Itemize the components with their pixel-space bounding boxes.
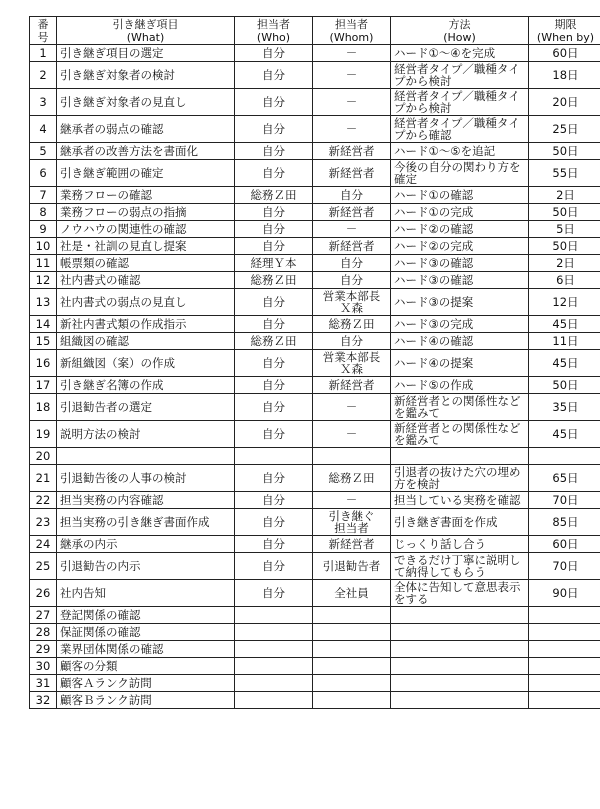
cell-whom: － [313, 89, 391, 116]
cell-who: 自分 [235, 238, 313, 255]
cell-no: 26 [30, 580, 57, 607]
header-when: 期限 (When by) [529, 17, 600, 45]
table-row [30, 272, 600, 289]
cell-how [391, 641, 529, 658]
cell-no: 22 [30, 492, 57, 509]
cell-who: 自分 [235, 492, 313, 509]
table-row [30, 221, 600, 238]
cell-what: 担当実務の引き継ぎ書面作成 [57, 509, 235, 536]
header-whom: 担当者 (Whom) [313, 17, 391, 45]
cell-what: 説明方法の検討 [57, 421, 235, 448]
cell-how: ハード③の提案 [391, 289, 529, 316]
cell-no: 11 [30, 255, 57, 272]
cell-when [529, 624, 600, 641]
cell-when: 50日 [529, 377, 600, 394]
cell-when: 5日 [529, 221, 600, 238]
cell-who: 自分 [235, 221, 313, 238]
cell-who: 自分 [235, 316, 313, 333]
cell-when: 25日 [529, 116, 600, 143]
cell-how: 引き継ぎ書面を作成 [391, 509, 529, 536]
cell-whom [313, 641, 391, 658]
cell-who: 自分 [235, 377, 313, 394]
cell-whom: 全社員 [313, 580, 391, 607]
cell-what: 引き継ぎ項目の選定 [57, 45, 235, 62]
cell-who: 自分 [235, 45, 313, 62]
cell-who: 自分 [235, 204, 313, 221]
cell-when: 20日 [529, 89, 600, 116]
cell-who: 経理Ｙ本 [235, 255, 313, 272]
cell-how: 今後の自分の関わり方を確定 [391, 160, 529, 187]
cell-who [235, 641, 313, 658]
cell-no: 6 [30, 160, 57, 187]
cell-who: 総務Ｚ田 [235, 187, 313, 204]
cell-whom: － [313, 492, 391, 509]
table-row [30, 465, 600, 492]
table-row [30, 89, 600, 116]
table-row [30, 536, 600, 553]
cell-what: 引き継ぎ名簿の作成 [57, 377, 235, 394]
cell-no: 2 [30, 62, 57, 89]
cell-who: 総務Ｚ田 [235, 272, 313, 289]
table-row [30, 607, 600, 624]
cell-no: 31 [30, 675, 57, 692]
cell-how: 経営者タイプ／職種タイプから検討 [391, 89, 529, 116]
header-what: 引き継ぎ項目 (What) [57, 17, 235, 45]
cell-what: 継承の内示 [57, 536, 235, 553]
cell-no: 20 [30, 448, 57, 465]
cell-who [235, 675, 313, 692]
cell-what: 社是・社訓の見直し提案 [57, 238, 235, 255]
cell-what: 帳票類の確認 [57, 255, 235, 272]
cell-how: 全体に告知して意思表示をする [391, 580, 529, 607]
table-row [30, 448, 600, 465]
cell-how: ハード④の確認 [391, 333, 529, 350]
cell-what: 業務フローの弱点の指摘 [57, 204, 235, 221]
cell-who: 自分 [235, 289, 313, 316]
cell-what: 社内書式の確認 [57, 272, 235, 289]
cell-when: 60日 [529, 536, 600, 553]
cell-what: 引退勧告後の人事の検討 [57, 465, 235, 492]
cell-when: 18日 [529, 62, 600, 89]
cell-no: 21 [30, 465, 57, 492]
cell-when [529, 448, 600, 465]
table-row [30, 580, 600, 607]
table-row [30, 289, 600, 316]
header-how: 方法 (How) [391, 17, 529, 45]
cell-whom: － [313, 45, 391, 62]
cell-what: 引退勧告の内示 [57, 553, 235, 580]
table-row [30, 350, 600, 377]
cell-whom: 自分 [313, 333, 391, 350]
cell-no: 10 [30, 238, 57, 255]
cell-no: 19 [30, 421, 57, 448]
cell-what: 業務フローの確認 [57, 187, 235, 204]
cell-no: 3 [30, 89, 57, 116]
cell-what: 新組織図（案）の作成 [57, 350, 235, 377]
cell-how: 経営者タイプ／職種タイプから検討 [391, 62, 529, 89]
cell-how: ハード③の完成 [391, 316, 529, 333]
cell-when: 70日 [529, 553, 600, 580]
cell-when [529, 658, 600, 675]
cell-no: 7 [30, 187, 57, 204]
cell-who: 自分 [235, 350, 313, 377]
cell-what: 社内告知 [57, 580, 235, 607]
cell-whom: 新経営者 [313, 143, 391, 160]
cell-what: 継承者の改善方法を書面化 [57, 143, 235, 160]
cell-what: 登記関係の確認 [57, 607, 235, 624]
cell-when [529, 675, 600, 692]
cell-whom: 引き継ぐ 担当者 [313, 509, 391, 536]
cell-who: 自分 [235, 580, 313, 607]
table-row [30, 187, 600, 204]
cell-whom: － [313, 421, 391, 448]
cell-whom [313, 675, 391, 692]
cell-no: 17 [30, 377, 57, 394]
cell-how: ハード③の確認 [391, 255, 529, 272]
cell-how: ハード②の完成 [391, 238, 529, 255]
cell-how [391, 448, 529, 465]
cell-when: 50日 [529, 238, 600, 255]
cell-whom: 総務Ｚ田 [313, 465, 391, 492]
cell-no: 23 [30, 509, 57, 536]
table-row [30, 160, 600, 187]
cell-how: ハード③の確認 [391, 272, 529, 289]
cell-whom: 自分 [313, 255, 391, 272]
cell-what: 組織図の確認 [57, 333, 235, 350]
cell-how: できるだけ丁寧に説明して納得してもらう [391, 553, 529, 580]
cell-who: 自分 [235, 89, 313, 116]
cell-whom: 引退勧告者 [313, 553, 391, 580]
table-row [30, 116, 600, 143]
cell-what: 社内書式の弱点の見直し [57, 289, 235, 316]
cell-when [529, 607, 600, 624]
cell-when: 6日 [529, 272, 600, 289]
cell-what: ノウハウの関連性の確認 [57, 221, 235, 238]
cell-when: 85日 [529, 509, 600, 536]
cell-whom: 新経営者 [313, 238, 391, 255]
cell-what: 引き継ぎ対象者の見直し [57, 89, 235, 116]
cell-no: 5 [30, 143, 57, 160]
cell-who: 自分 [235, 394, 313, 421]
cell-when: 50日 [529, 143, 600, 160]
cell-who [235, 607, 313, 624]
table-row [30, 333, 600, 350]
cell-what: 引き継ぎ対象者の検討 [57, 62, 235, 89]
cell-whom: 自分 [313, 187, 391, 204]
cell-how [391, 675, 529, 692]
table-row [30, 204, 600, 221]
cell-who: 自分 [235, 536, 313, 553]
cell-how: ハード⑤の作成 [391, 377, 529, 394]
table-row [30, 492, 600, 509]
cell-no: 12 [30, 272, 57, 289]
table-row [30, 62, 600, 89]
cell-whom [313, 448, 391, 465]
cell-whom: 新経営者 [313, 536, 391, 553]
cell-how: ハード②の確認 [391, 221, 529, 238]
cell-when [529, 641, 600, 658]
cell-no: 16 [30, 350, 57, 377]
header-no: 番号 [30, 17, 57, 45]
cell-how [391, 658, 529, 675]
table-row [30, 675, 600, 692]
cell-who [235, 624, 313, 641]
cell-no: 25 [30, 553, 57, 580]
cell-whom: 新経営者 [313, 377, 391, 394]
cell-no: 30 [30, 658, 57, 675]
cell-who [235, 692, 313, 709]
table-header-row [30, 17, 600, 45]
cell-when: 45日 [529, 316, 600, 333]
cell-who: 自分 [235, 421, 313, 448]
cell-what: 保証関係の確認 [57, 624, 235, 641]
cell-when [529, 692, 600, 709]
cell-whom: － [313, 221, 391, 238]
cell-when: 50日 [529, 204, 600, 221]
cell-no: 9 [30, 221, 57, 238]
cell-whom: 新経営者 [313, 160, 391, 187]
cell-what [57, 448, 235, 465]
cell-when: 2日 [529, 187, 600, 204]
cell-how: ハード①～④を完成 [391, 45, 529, 62]
cell-how: 担当している実務を確認 [391, 492, 529, 509]
cell-no: 4 [30, 116, 57, 143]
cell-who: 自分 [235, 465, 313, 492]
cell-no: 1 [30, 45, 57, 62]
cell-how: 新経営者との関係性などを鑑みて [391, 394, 529, 421]
cell-whom: － [313, 116, 391, 143]
table-row [30, 394, 600, 421]
cell-what: 顧客Ａランク訪問 [57, 675, 235, 692]
cell-no: 29 [30, 641, 57, 658]
cell-whom [313, 624, 391, 641]
cell-how: 経営者タイプ／職種タイプから確認 [391, 116, 529, 143]
cell-who: 自分 [235, 62, 313, 89]
table-row [30, 509, 600, 536]
cell-how [391, 692, 529, 709]
cell-who: 自分 [235, 553, 313, 580]
cell-whom: 自分 [313, 272, 391, 289]
cell-whom [313, 658, 391, 675]
cell-how: ハード①の完成 [391, 204, 529, 221]
cell-how: ハード④の提案 [391, 350, 529, 377]
table-row [30, 377, 600, 394]
cell-no: 24 [30, 536, 57, 553]
cell-when: 70日 [529, 492, 600, 509]
cell-when: 55日 [529, 160, 600, 187]
cell-when: 90日 [529, 580, 600, 607]
table-row [30, 238, 600, 255]
cell-whom: 営業本部長 Ｘ森 [313, 289, 391, 316]
cell-how: ハード①の確認 [391, 187, 529, 204]
cell-whom: － [313, 62, 391, 89]
cell-who [235, 658, 313, 675]
cell-no: 13 [30, 289, 57, 316]
cell-whom: 新経営者 [313, 204, 391, 221]
cell-when: 35日 [529, 394, 600, 421]
cell-what: 引退勧告者の選定 [57, 394, 235, 421]
cell-no: 28 [30, 624, 57, 641]
cell-who: 総務Ｚ田 [235, 333, 313, 350]
cell-how: じっくり話し合う [391, 536, 529, 553]
cell-no: 15 [30, 333, 57, 350]
cell-when: 12日 [529, 289, 600, 316]
cell-whom [313, 692, 391, 709]
cell-no: 18 [30, 394, 57, 421]
cell-what: 顧客Ｂランク訪問 [57, 692, 235, 709]
cell-whom: － [313, 394, 391, 421]
cell-when: 11日 [529, 333, 600, 350]
table-row [30, 641, 600, 658]
table-row [30, 692, 600, 709]
cell-how: ハード①～⑤を追記 [391, 143, 529, 160]
table-row [30, 255, 600, 272]
table-row [30, 316, 600, 333]
cell-whom: 営業本部長 Ｘ森 [313, 350, 391, 377]
cell-whom: 総務Ｚ田 [313, 316, 391, 333]
cell-no: 32 [30, 692, 57, 709]
cell-how: 新経営者との関係性などを鑑みて [391, 421, 529, 448]
cell-what: 顧客の分類 [57, 658, 235, 675]
table-body [30, 45, 600, 709]
cell-who: 自分 [235, 143, 313, 160]
cell-how [391, 607, 529, 624]
cell-who [235, 448, 313, 465]
table-row [30, 553, 600, 580]
cell-what: 業界団体関係の確認 [57, 641, 235, 658]
cell-when: 2日 [529, 255, 600, 272]
header-who: 担当者 (Who) [235, 17, 313, 45]
cell-how: 引退者の抜けた穴の埋め方を検討 [391, 465, 529, 492]
cell-what: 継承者の弱点の確認 [57, 116, 235, 143]
cell-no: 27 [30, 607, 57, 624]
table-row [30, 624, 600, 641]
cell-when: 60日 [529, 45, 600, 62]
cell-when: 45日 [529, 421, 600, 448]
cell-how [391, 624, 529, 641]
cell-who: 自分 [235, 160, 313, 187]
cell-when: 65日 [529, 465, 600, 492]
cell-when: 45日 [529, 350, 600, 377]
cell-what: 引き継ぎ範囲の確定 [57, 160, 235, 187]
table-row [30, 45, 600, 62]
cell-what: 新社内書式類の作成指示 [57, 316, 235, 333]
table-row [30, 143, 600, 160]
cell-who: 自分 [235, 509, 313, 536]
handover-plan-table [29, 16, 600, 709]
cell-whom [313, 607, 391, 624]
table-row [30, 658, 600, 675]
cell-no: 14 [30, 316, 57, 333]
cell-no: 8 [30, 204, 57, 221]
cell-what: 担当実務の内容確認 [57, 492, 235, 509]
cell-who: 自分 [235, 116, 313, 143]
table-row [30, 421, 600, 448]
